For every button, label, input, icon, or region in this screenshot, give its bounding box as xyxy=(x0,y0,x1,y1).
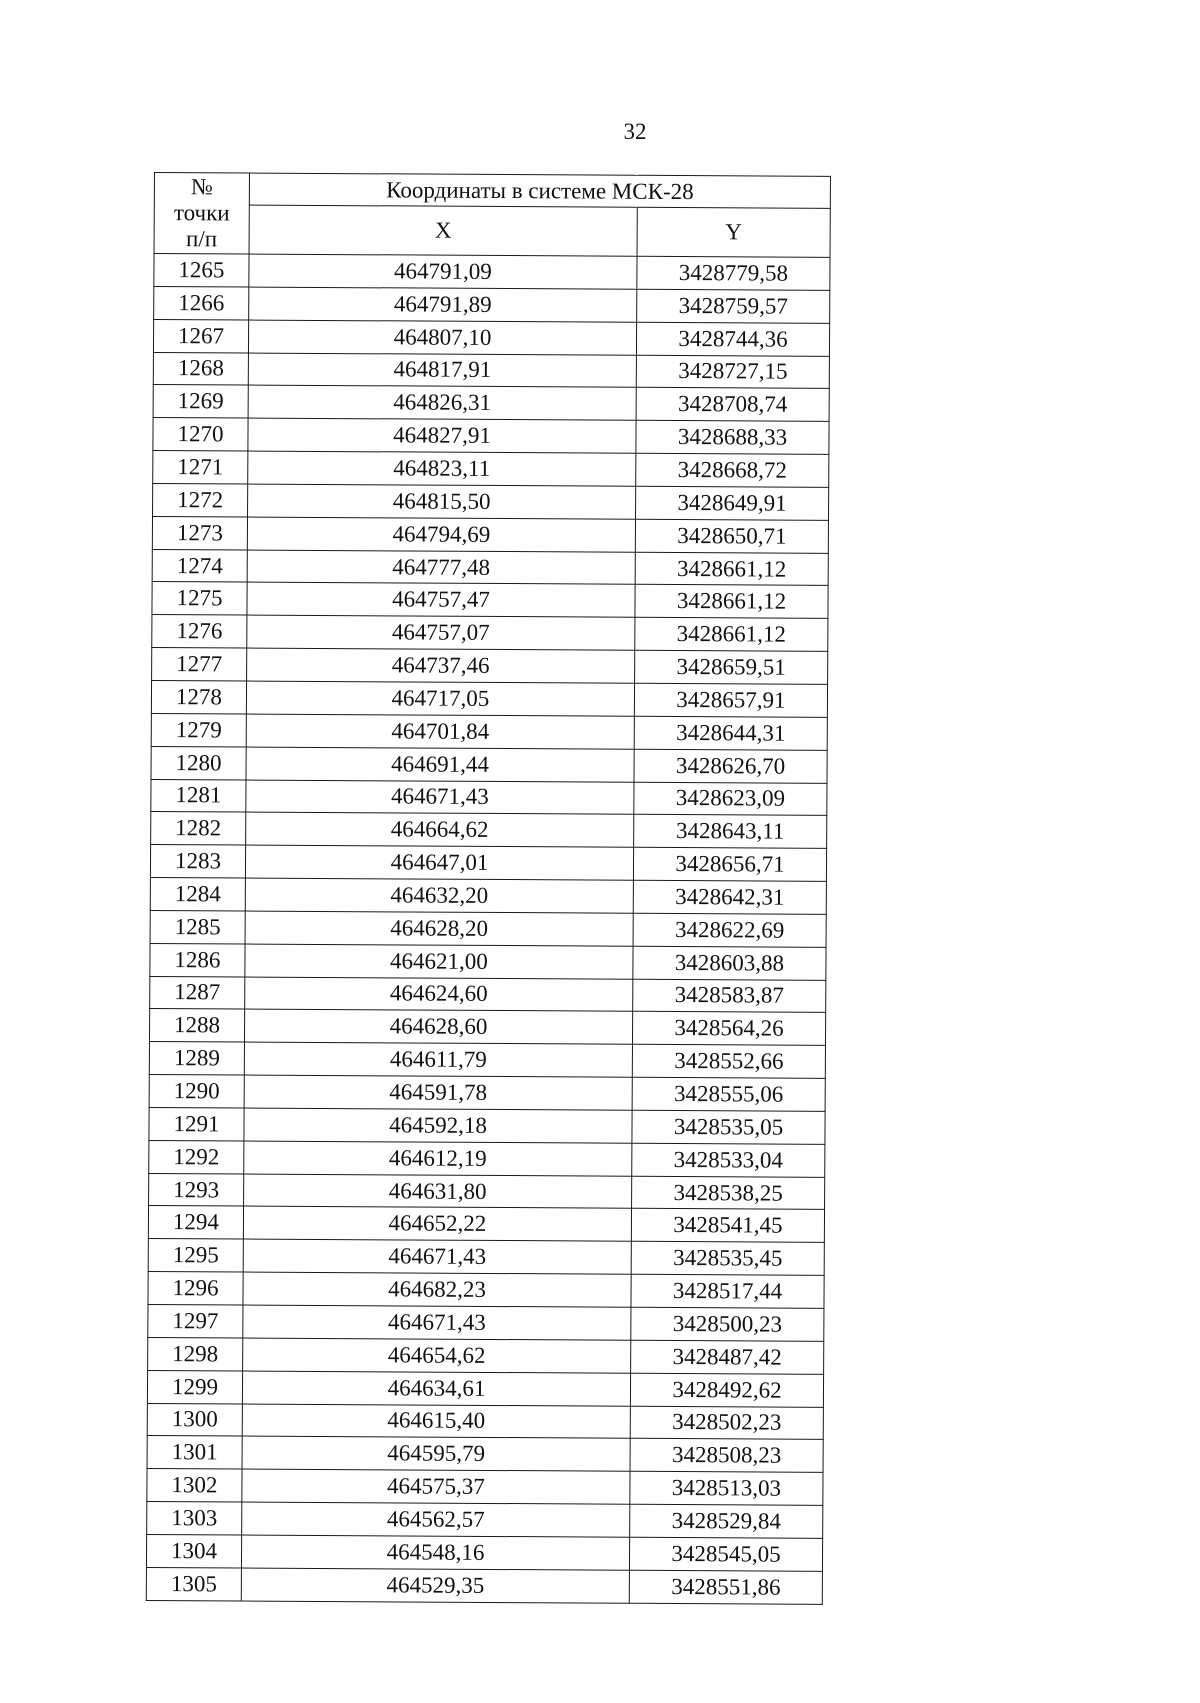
x-coordinate-cell: 464701,84 xyxy=(246,714,634,749)
point-number-cell: 1285 xyxy=(150,910,245,943)
x-coordinate-cell: 464791,09 xyxy=(249,254,637,289)
x-coordinate-cell: 464777,48 xyxy=(247,550,635,585)
table-row xyxy=(148,1337,824,1374)
y-coordinate-cell: 3428727,15 xyxy=(636,355,829,389)
x-coordinate-cell: 464591,78 xyxy=(244,1075,632,1110)
point-number-cell: 1298 xyxy=(148,1337,243,1370)
point-number-cell: 1281 xyxy=(151,779,246,812)
y-coordinate-cell: 3428759,57 xyxy=(637,289,830,323)
table-row xyxy=(153,385,829,422)
point-number-cell: 1294 xyxy=(148,1206,243,1239)
y-coordinate-cell: 3428545,05 xyxy=(629,1537,822,1571)
y-coordinate-cell: 3428622,69 xyxy=(633,913,826,947)
x-coordinate-cell: 464664,62 xyxy=(246,812,634,847)
y-coordinate-cell: 3428555,06 xyxy=(632,1077,825,1111)
point-number-cell: 1296 xyxy=(148,1272,243,1305)
table-row xyxy=(151,746,827,783)
x-coordinate-cell: 464628,60 xyxy=(244,1009,632,1044)
y-coordinate-cell: 3428661,12 xyxy=(635,585,828,619)
x-coordinate-cell: 464691,44 xyxy=(246,747,634,782)
point-number-cell: 1302 xyxy=(147,1469,242,1502)
table-row xyxy=(149,1107,825,1144)
y-coordinate-cell: 3428517,44 xyxy=(631,1274,824,1308)
x-coordinate-cell: 464654,62 xyxy=(243,1338,631,1373)
table-row xyxy=(152,516,828,553)
table-row xyxy=(148,1206,824,1243)
point-number-cell: 1266 xyxy=(154,286,249,319)
x-column-header: X xyxy=(249,205,637,256)
table-row xyxy=(153,451,829,488)
x-coordinate-cell: 464682,23 xyxy=(243,1272,631,1307)
table-row xyxy=(146,1534,822,1571)
table-row xyxy=(153,319,829,356)
point-number-cell: 1272 xyxy=(153,483,248,516)
x-coordinate-cell: 464671,43 xyxy=(243,1305,631,1340)
table-row xyxy=(149,1140,825,1177)
y-coordinate-cell: 3428744,36 xyxy=(636,322,829,356)
coordinates-system-header: Координаты в системе МСК-28 xyxy=(249,173,830,208)
y-coordinate-cell: 3428533,04 xyxy=(632,1143,825,1177)
x-coordinate-cell: 464611,79 xyxy=(244,1042,632,1077)
table-row xyxy=(154,254,830,291)
coordinates-table xyxy=(146,172,831,1604)
y-coordinate-cell: 3428529,84 xyxy=(630,1504,823,1538)
y-coordinate-cell: 3428688,33 xyxy=(636,420,829,454)
point-number-cell: 1267 xyxy=(153,319,248,352)
table-row xyxy=(149,1042,825,1079)
y-coordinate-cell: 3428508,23 xyxy=(630,1439,823,1473)
y-coordinate-cell: 3428603,88 xyxy=(633,946,826,980)
x-coordinate-cell: 464826,31 xyxy=(248,385,636,420)
y-coordinate-cell: 3428708,74 xyxy=(636,388,829,422)
y-coordinate-cell: 3428779,58 xyxy=(637,256,830,290)
x-coordinate-cell: 464529,35 xyxy=(241,1568,629,1603)
y-coordinate-cell: 3428500,23 xyxy=(631,1307,824,1341)
x-coordinate-cell: 464562,57 xyxy=(242,1502,630,1537)
point-number-header xyxy=(154,173,249,255)
y-coordinate-cell: 3428661,12 xyxy=(635,618,828,652)
y-coordinate-cell: 3428564,26 xyxy=(632,1012,825,1046)
table-row xyxy=(152,648,828,685)
point-number-cell: 1301 xyxy=(147,1436,242,1469)
x-coordinate-cell: 464631,80 xyxy=(244,1174,632,1209)
table-row xyxy=(150,878,826,915)
table-row xyxy=(153,483,829,520)
point-number-header-line2: точки xyxy=(173,200,230,226)
y-coordinate-cell: 3428661,12 xyxy=(635,552,828,586)
point-number-cell: 1271 xyxy=(153,451,248,484)
point-number-cell: 1274 xyxy=(152,549,247,582)
table-row xyxy=(153,352,829,389)
x-coordinate-cell: 464634,61 xyxy=(242,1371,630,1406)
table-row xyxy=(151,812,827,849)
table-row xyxy=(146,1567,822,1604)
y-coordinate-cell: 3428535,05 xyxy=(632,1110,825,1144)
x-coordinate-cell: 464717,05 xyxy=(246,681,634,716)
y-coordinate-cell: 3428650,71 xyxy=(635,519,828,553)
y-coordinate-cell: 3428659,51 xyxy=(635,650,828,684)
y-coordinate-cell: 3428657,91 xyxy=(634,683,827,717)
point-number-cell: 1305 xyxy=(146,1567,241,1600)
x-coordinate-cell: 464794,69 xyxy=(247,517,635,552)
point-number-cell: 1282 xyxy=(151,812,246,845)
point-number-cell: 1297 xyxy=(148,1304,243,1337)
table-row xyxy=(147,1436,823,1473)
table-row xyxy=(151,779,827,816)
table-row xyxy=(147,1403,823,1440)
y-coordinate-cell: 3428538,25 xyxy=(632,1176,825,1210)
x-coordinate-cell: 464575,37 xyxy=(242,1469,630,1504)
y-coordinate-cell: 3428492,62 xyxy=(630,1373,823,1407)
table-row xyxy=(148,1239,824,1276)
x-coordinate-cell: 464823,11 xyxy=(248,451,636,486)
table-row xyxy=(152,582,828,619)
table-row xyxy=(150,910,826,947)
x-coordinate-cell: 464612,19 xyxy=(244,1141,632,1176)
y-coordinate-cell: 3428552,66 xyxy=(632,1045,825,1079)
point-number-cell: 1304 xyxy=(146,1534,241,1567)
table-row xyxy=(147,1502,823,1539)
x-coordinate-cell: 464621,00 xyxy=(245,944,633,979)
point-number-header-line3: п/п xyxy=(186,226,218,252)
x-coordinate-cell: 464647,01 xyxy=(245,845,633,880)
table-row xyxy=(153,418,829,455)
point-number-cell: 1303 xyxy=(147,1502,242,1535)
point-number-cell: 1284 xyxy=(150,878,245,911)
point-number-cell: 1292 xyxy=(149,1140,244,1173)
x-coordinate-cell: 464791,89 xyxy=(249,287,637,322)
table-row xyxy=(152,615,828,652)
table-row xyxy=(150,943,826,980)
table-row xyxy=(147,1469,823,1506)
y-coordinate-cell: 3428513,03 xyxy=(630,1471,823,1505)
y-coordinate-cell: 3428583,87 xyxy=(633,979,826,1013)
page-number: 32 xyxy=(623,119,647,144)
point-number-cell: 1300 xyxy=(147,1403,242,1436)
point-number-cell: 1275 xyxy=(152,582,247,615)
point-number-cell: 1288 xyxy=(149,1009,244,1042)
table-row xyxy=(148,1272,824,1309)
y-column-header: Y xyxy=(637,207,830,257)
point-number-cell: 1291 xyxy=(149,1107,244,1140)
point-number-cell: 1283 xyxy=(150,845,245,878)
x-coordinate-cell: 464595,79 xyxy=(242,1436,630,1471)
table-row xyxy=(151,713,827,750)
point-number-cell: 1287 xyxy=(150,976,245,1009)
x-coordinate-cell: 464671,43 xyxy=(243,1239,631,1274)
point-number-cell: 1265 xyxy=(154,254,249,287)
y-coordinate-cell: 3428535,45 xyxy=(631,1242,824,1276)
x-coordinate-cell: 464548,16 xyxy=(241,1535,629,1570)
y-coordinate-cell: 3428642,31 xyxy=(633,880,826,914)
point-number-cell: 1289 xyxy=(149,1042,244,1075)
x-coordinate-cell: 464757,47 xyxy=(247,582,635,617)
y-coordinate-cell: 3428502,23 xyxy=(630,1406,823,1440)
x-coordinate-cell: 464592,18 xyxy=(244,1108,632,1143)
point-number-cell: 1277 xyxy=(152,648,247,681)
point-number-cell: 1276 xyxy=(152,615,247,648)
x-coordinate-cell: 464737,46 xyxy=(247,648,635,683)
x-coordinate-cell: 464827,91 xyxy=(248,418,636,453)
point-number-cell: 1279 xyxy=(151,713,246,746)
point-number-cell: 1293 xyxy=(149,1173,244,1206)
x-coordinate-cell: 464632,20 xyxy=(245,878,633,913)
point-number-cell: 1270 xyxy=(153,418,248,451)
table-row xyxy=(151,680,827,717)
point-number-cell: 1273 xyxy=(152,516,247,549)
point-number-cell: 1295 xyxy=(148,1239,243,1272)
x-coordinate-cell: 464757,07 xyxy=(247,615,635,650)
y-coordinate-cell: 3428623,09 xyxy=(634,782,827,816)
x-coordinate-cell: 464807,10 xyxy=(248,320,636,355)
table-row xyxy=(149,1009,825,1046)
point-number-cell: 1299 xyxy=(147,1370,242,1403)
point-number-cell: 1280 xyxy=(151,746,246,779)
table-row xyxy=(152,549,828,586)
table-body xyxy=(146,254,830,1604)
point-number-cell: 1268 xyxy=(153,352,248,385)
table-row xyxy=(149,1173,825,1210)
table-row xyxy=(154,286,830,323)
x-coordinate-cell: 464815,50 xyxy=(248,484,636,519)
table-row xyxy=(148,1304,824,1341)
y-coordinate-cell: 3428541,45 xyxy=(631,1209,824,1243)
x-coordinate-cell: 464615,40 xyxy=(242,1404,630,1439)
x-coordinate-cell: 464628,20 xyxy=(245,911,633,946)
x-coordinate-cell: 464817,91 xyxy=(248,353,636,388)
y-coordinate-cell: 3428551,86 xyxy=(629,1570,822,1604)
y-coordinate-cell: 3428656,71 xyxy=(633,847,826,881)
point-number-cell: 1269 xyxy=(153,385,248,418)
table-row xyxy=(150,976,826,1013)
x-coordinate-cell: 464652,22 xyxy=(243,1207,631,1242)
table-row xyxy=(149,1075,825,1112)
y-coordinate-cell: 3428644,31 xyxy=(634,716,827,750)
y-coordinate-cell: 3428626,70 xyxy=(634,749,827,783)
x-coordinate-cell: 464624,60 xyxy=(245,977,633,1012)
y-coordinate-cell: 3428649,91 xyxy=(636,486,829,520)
y-coordinate-cell: 3428487,42 xyxy=(631,1340,824,1374)
point-number-cell: 1278 xyxy=(151,680,246,713)
x-coordinate-cell: 464671,43 xyxy=(246,780,634,815)
y-coordinate-cell: 3428668,72 xyxy=(636,453,829,487)
y-coordinate-cell: 3428643,11 xyxy=(634,815,827,849)
point-number-cell: 1290 xyxy=(149,1075,244,1108)
point-number-cell: 1286 xyxy=(150,943,245,976)
point-number-header-line1: № xyxy=(190,174,213,200)
table-row xyxy=(150,845,826,882)
table-row xyxy=(147,1370,823,1407)
